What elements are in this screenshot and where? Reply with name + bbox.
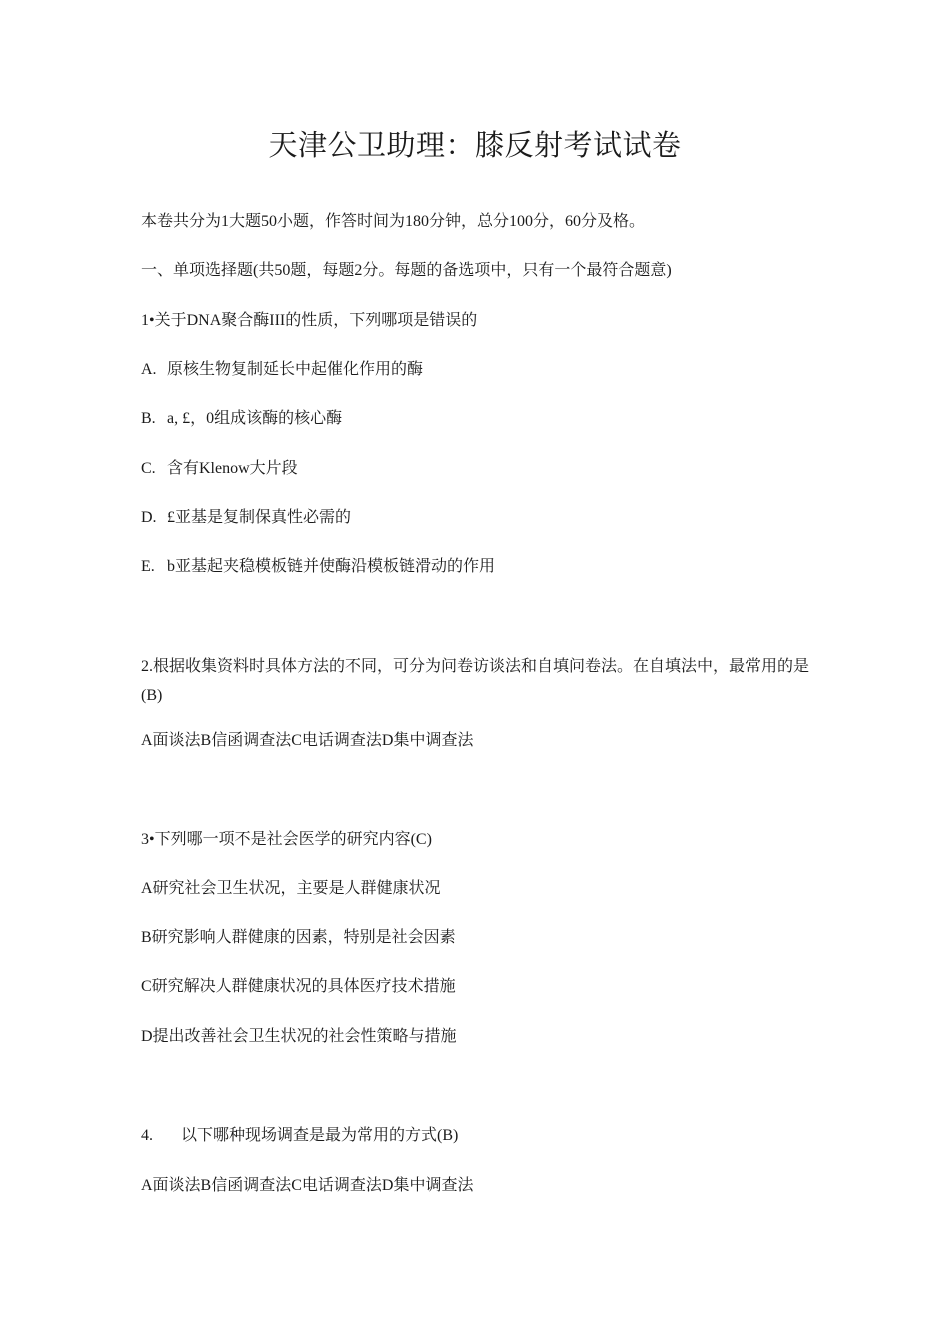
question-2-stem: 2.根据收集资料时具体方法的不同，可分为问卷访谈法和自填问卷法。在自填法中，最常用的是(B): [141, 658, 810, 704]
section-heading: 一、单项选择题(共50题，每题2分。每题的备选项中，只有一个最符合题意): [141, 262, 672, 279]
option-label: C.: [141, 460, 156, 477]
question-1-option-c: [141, 458, 298, 480]
document-title: 天津公卫助理：膝反射考试试卷: [268, 130, 682, 162]
option-text: a, £，0组成该酶的核心酶: [167, 410, 343, 427]
question-3-option-d: D提出改善社会卫生状况的社会性策略与措施: [141, 1028, 457, 1045]
option-label: B.: [141, 410, 156, 427]
question-3-option-b: B研究影响人群健康的因素，特别是社会因素: [141, 929, 456, 946]
question-1-option-e: [141, 556, 495, 578]
option-label: D.: [141, 509, 157, 526]
option-text: £亚基是复制保真性必需的: [167, 509, 352, 526]
question-3-stem: 3•下列哪一项不是社会医学的研究内容(C): [141, 831, 432, 848]
option-text: 原核生物复制延长中起催化作用的酶: [167, 361, 424, 378]
option-text: 含有Klenow大片段: [167, 460, 298, 477]
exam-intro: 本卷共分为1大题50小题，作答时间为180分钟，总分100分，60分及格。: [141, 213, 646, 230]
question-1-option-d: [141, 507, 351, 529]
question-1-option-b: [141, 408, 342, 430]
question-4-options: A面谈法B信函调查法C电话调查法D集中调查法: [141, 1177, 474, 1194]
option-label: A.: [141, 361, 157, 378]
question-1-stem: 1•关于DNA聚合酶III的性质，下列哪项是错误的: [141, 312, 478, 329]
option-text: b亚基起夹稳模板链并使酶沿模板链滑动的作用: [167, 558, 496, 575]
question-4-stem-line: [141, 1125, 458, 1147]
question-4-number: 4.: [141, 1127, 153, 1144]
question-1-option-a: [141, 359, 423, 381]
question-3-option-a: A研究社会卫生状况，主要是人群健康状况: [141, 880, 441, 897]
question-3-option-c: C研究解决人群健康状况的具体医疗技术措施: [141, 978, 456, 995]
option-label: E.: [141, 558, 155, 575]
question-4-stem: 以下哪种现场调查是最为常用的方式(B): [181, 1127, 459, 1144]
question-2-options: A面谈法B信函调查法C电话调查法D集中调查法: [141, 732, 474, 749]
